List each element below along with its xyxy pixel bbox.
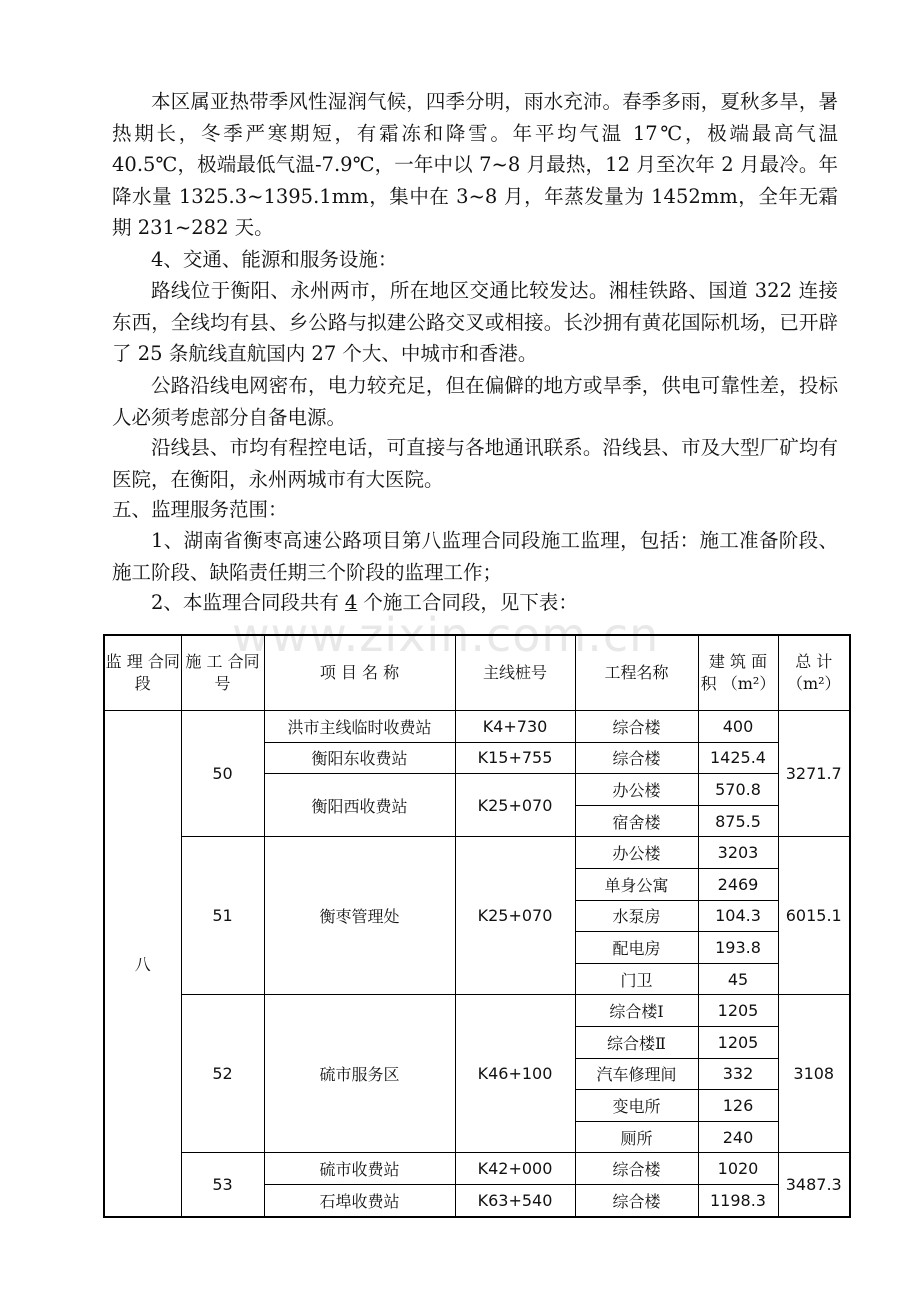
header-project-name: 项 目 名 称 <box>264 635 455 711</box>
project-name-cell: 硫市收费站 <box>264 1153 455 1185</box>
contract-no-cell: 50 <box>181 711 264 837</box>
building-name-cell: 配电房 <box>575 932 698 964</box>
building-name-cell: 厕所 <box>575 1121 698 1153</box>
area-cell: 1198.3 <box>698 1184 778 1216</box>
area-cell: 332 <box>698 1058 778 1090</box>
area-cell: 1425.4 <box>698 742 778 774</box>
supervision-section-cell: 八 <box>104 711 181 1217</box>
building-name-cell: 综合楼 <box>575 711 698 743</box>
area-cell: 1205 <box>698 1026 778 1058</box>
station-cell: K15+755 <box>455 742 575 774</box>
project-name-cell: 洪市主线临时收费站 <box>264 711 455 743</box>
scope-item-2-suffix: 个施工合同段，见下表： <box>363 591 578 614</box>
watermark: www.zixin.com.cn <box>232 608 660 662</box>
table-header-row <box>104 635 850 711</box>
section-5-heading: 五、监理服务范围： <box>112 498 288 521</box>
traffic-paragraph: 路线位于衡阳、永州两市，所在地区交通比较发达。湘桂铁路、国道 322 连接东西，全线均有县、乡公路与拟建公路交叉或相接。长沙拥有黄花国际机场，已开辟了 25 条航线直航国内 27 个大、中城市和香港。 <box>112 279 838 366</box>
area-cell: 1020 <box>698 1153 778 1185</box>
area-cell: 400 <box>698 711 778 743</box>
building-name-cell: 办公楼 <box>575 774 698 806</box>
contract-count: 4 <box>344 591 358 614</box>
project-name-cell: 衡阳东收费站 <box>264 742 455 774</box>
scope-item-2-prefix: 2、本监理合同段共有 <box>151 591 339 614</box>
header-total: 总 计 （m²） <box>778 635 850 711</box>
table-row <box>104 837 850 869</box>
building-name-cell: 宿舍楼 <box>575 805 698 837</box>
total-cell: 3271.7 <box>778 711 850 837</box>
station-cell: K25+070 <box>455 837 575 995</box>
table-row <box>104 1153 850 1185</box>
area-cell: 126 <box>698 1090 778 1122</box>
station-cell: K46+100 <box>455 995 575 1153</box>
contract-no-cell: 51 <box>181 837 264 995</box>
table-row <box>104 995 850 1027</box>
header-floor-area: 建 筑 面 积 （m²） <box>698 635 778 711</box>
project-name-cell: 石埠收费站 <box>264 1184 455 1216</box>
building-name-cell: 综合楼 <box>575 742 698 774</box>
total-cell: 3487.3 <box>778 1153 850 1217</box>
building-name-cell: 办公楼 <box>575 837 698 869</box>
section-4-heading: 4、交通、能源和服务设施： <box>151 248 398 271</box>
climate-paragraph: 本区属亚热带季风性湿润气候，四季分明，雨水充沛。春季多雨，夏秋多旱，暑热期长，冬季严寒期短，有霜冻和降雪。年平均气温 17℃，极端最高气温 40.5℃，极端最低气温-7.9℃，一年中以 7~8 月最热，12 月至次年 2 月最冷。年降水量 1325.3~1395.1mm，集中在 3~8 月，年蒸发量为 1452mm，全年无霜期 231~282 天。 <box>112 90 838 240</box>
station-cell: K4+730 <box>455 711 575 743</box>
building-name-cell: 综合楼 <box>575 1153 698 1185</box>
project-name-cell: 衡枣管理处 <box>264 837 455 995</box>
contract-no-cell: 52 <box>181 995 264 1153</box>
telecom-paragraph: 沿线县、市均有程控电话，可直接与各地通讯联系。沿线县、市及大型厂矿均有医院，在衡阳，永州两城市有大医院。 <box>112 436 838 491</box>
header-construction-contract: 施 工 合同号 <box>181 635 264 711</box>
area-cell: 570.8 <box>698 774 778 806</box>
area-cell: 45 <box>698 963 778 995</box>
area-cell: 1205 <box>698 995 778 1027</box>
building-name-cell: 综合楼 <box>575 1184 698 1216</box>
station-cell: K25+070 <box>455 774 575 837</box>
header-building-name: 工程名称 <box>575 635 698 711</box>
area-cell: 104.3 <box>698 900 778 932</box>
total-cell: 3108 <box>778 995 850 1153</box>
scope-item-1: 1、湖南省衡枣高速公路项目第八监理合同段施工监理，包括：施工准备阶段、施工阶段、缺陷责任期三个阶段的监理工作； <box>112 529 838 584</box>
station-cell: K42+000 <box>455 1153 575 1185</box>
area-cell: 3203 <box>698 837 778 869</box>
project-name-cell: 硫市服务区 <box>264 995 455 1153</box>
header-station: 主线桩号 <box>455 635 575 711</box>
building-name-cell: 综合楼Ⅱ <box>575 1026 698 1058</box>
area-cell: 2469 <box>698 868 778 900</box>
building-name-cell: 单身公寓 <box>575 868 698 900</box>
building-name-cell: 综合楼Ⅰ <box>575 995 698 1027</box>
building-name-cell: 门卫 <box>575 963 698 995</box>
station-cell: K63+540 <box>455 1184 575 1216</box>
table-row <box>104 711 850 743</box>
building-name-cell: 变电所 <box>575 1090 698 1122</box>
building-name-cell: 水泵房 <box>575 900 698 932</box>
header-supervision-section: 监 理 合同段 <box>104 635 181 711</box>
project-name-cell: 衡阳西收费站 <box>264 774 455 837</box>
area-cell: 875.5 <box>698 805 778 837</box>
contract-table <box>103 634 851 1218</box>
contract-no-cell: 53 <box>181 1153 264 1217</box>
area-cell: 193.8 <box>698 932 778 964</box>
area-cell: 240 <box>698 1121 778 1153</box>
power-paragraph: 公路沿线电网密布，电力较充足，但在偏僻的地方或旱季，供电可靠性差，投标人必须考虑部分自备电源。 <box>112 374 838 429</box>
total-cell: 6015.1 <box>778 837 850 995</box>
building-name-cell: 汽车修理间 <box>575 1058 698 1090</box>
